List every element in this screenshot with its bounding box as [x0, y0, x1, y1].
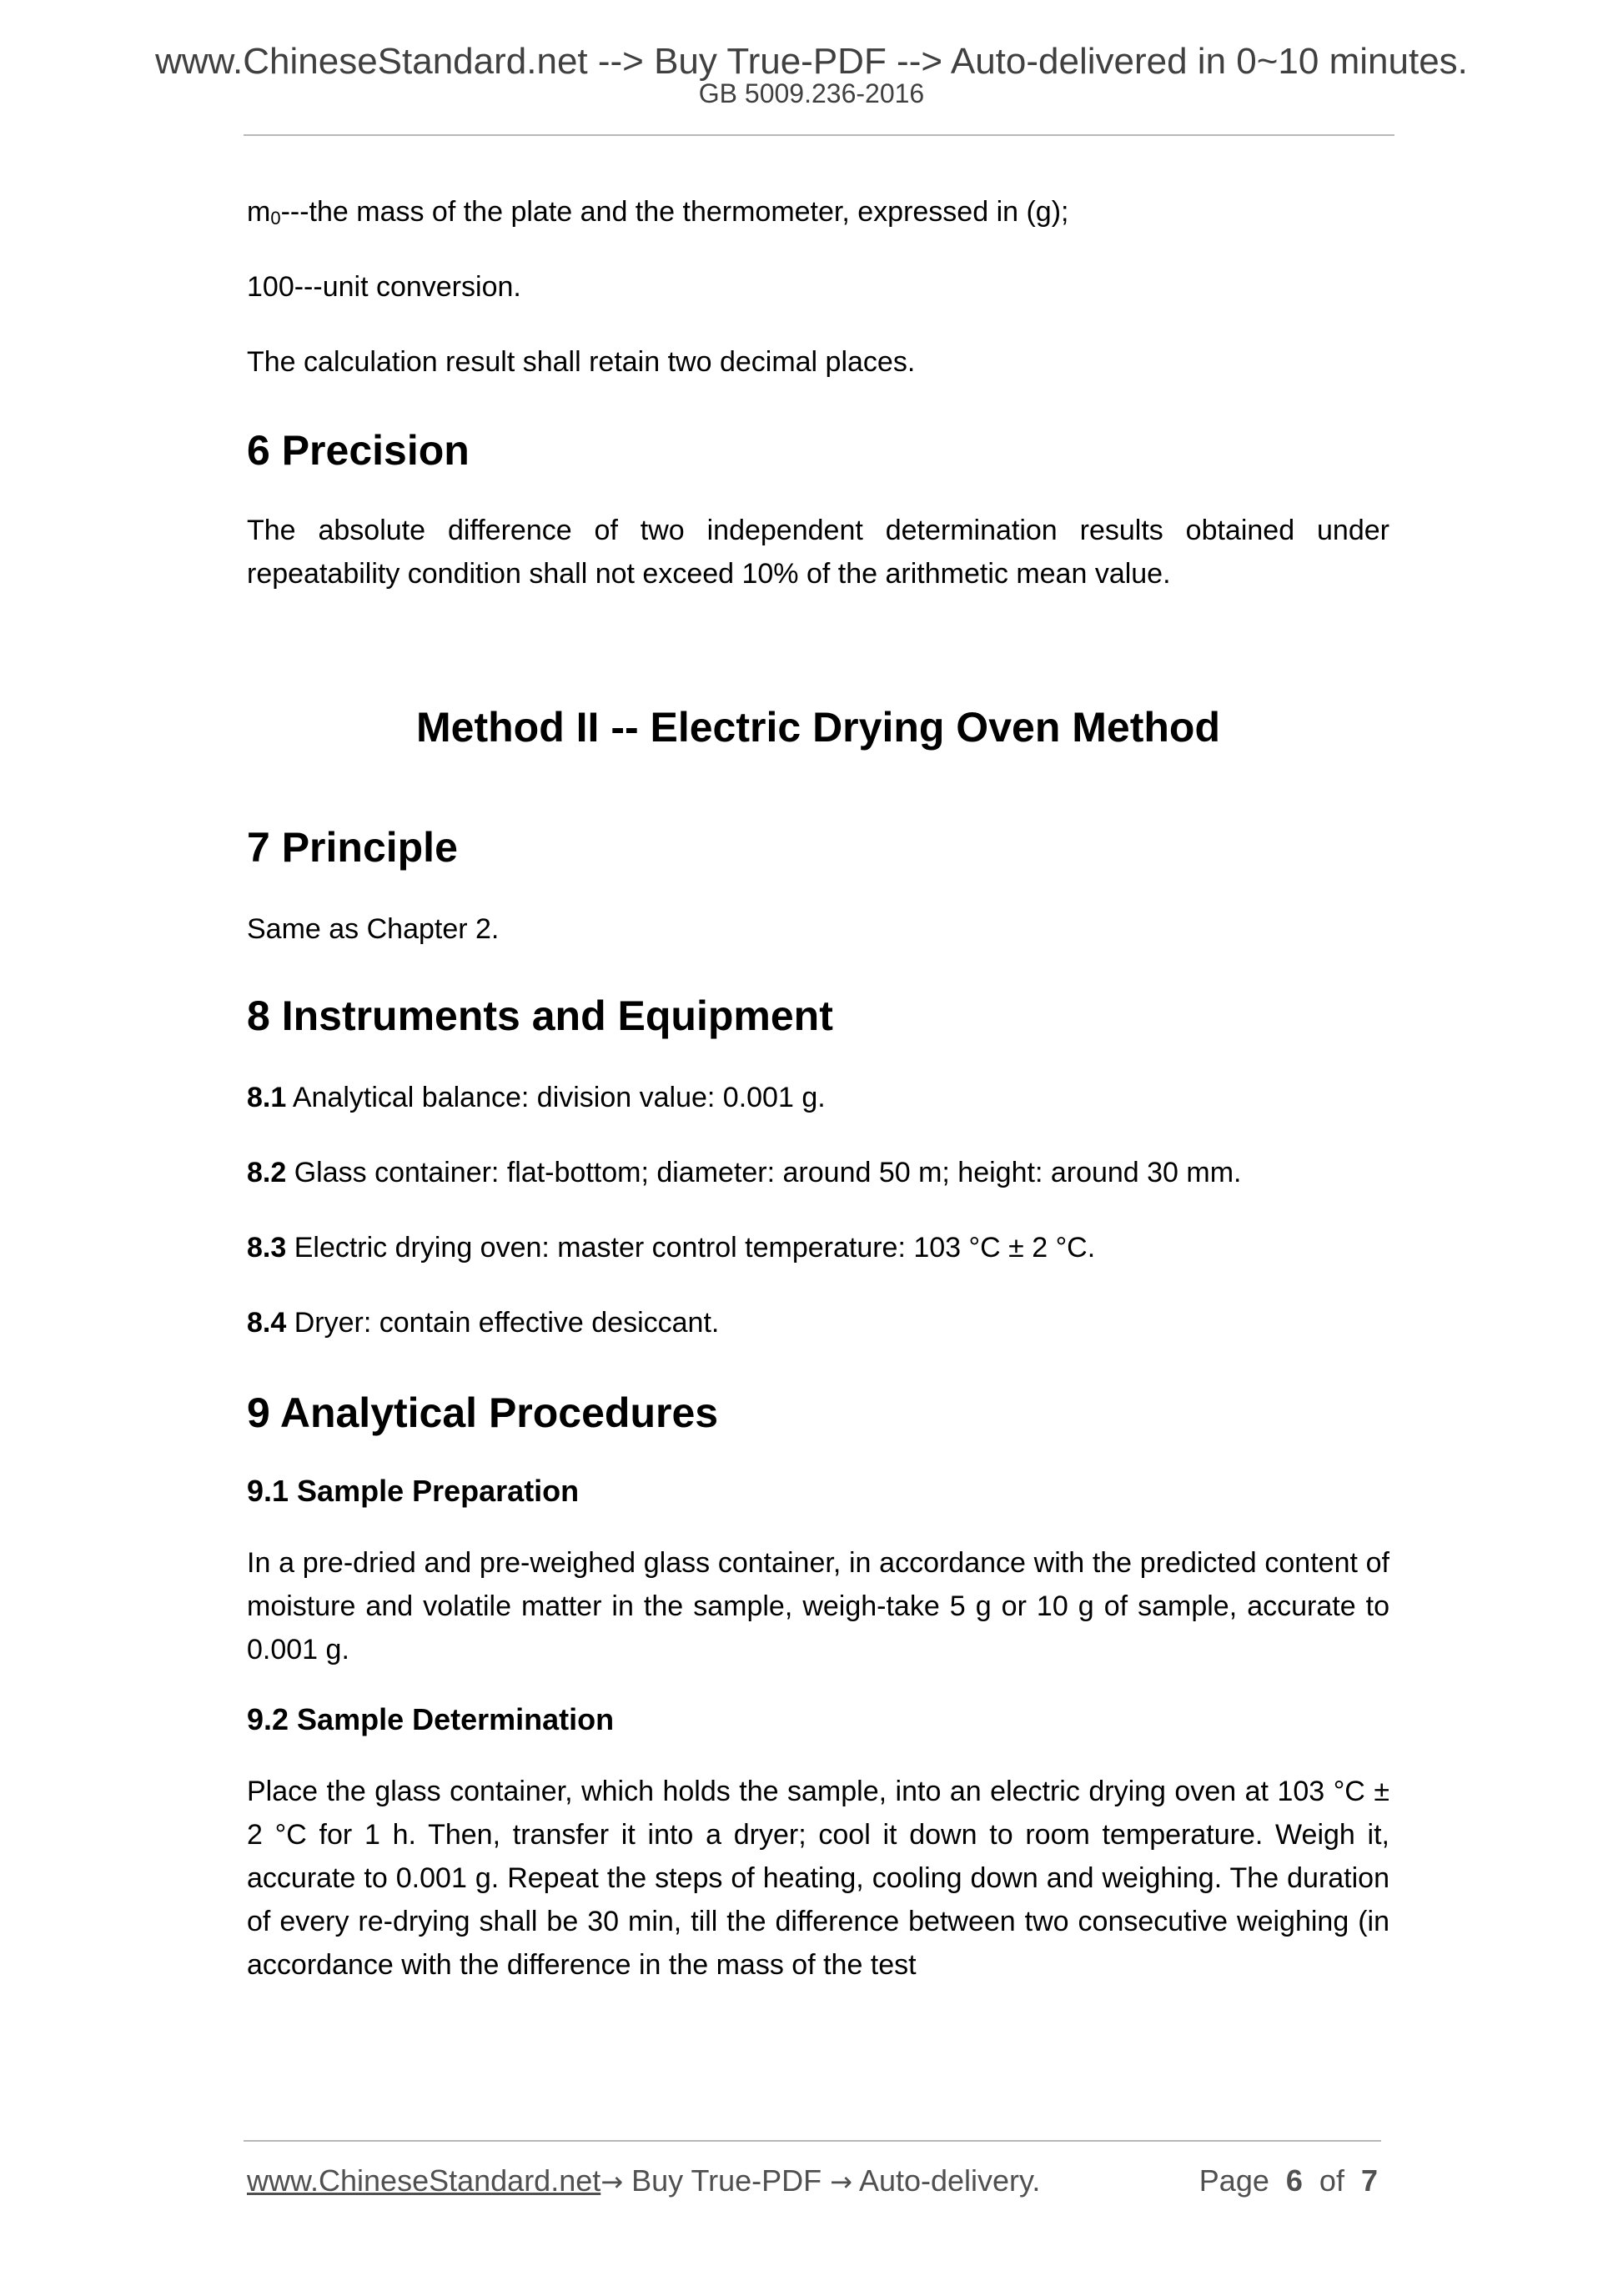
footer-site-link[interactable]: www.ChineseStandard.net — [247, 2163, 601, 2198]
method-title: Method II -- Electric Drying Oven Method — [416, 704, 1220, 751]
unit-conversion-definition: 100---unit conversion. — [247, 271, 521, 303]
section-6-heading: 6 Precision — [247, 427, 470, 474]
header-divider — [244, 134, 1394, 136]
clause-8-3 — [247, 1226, 1389, 1269]
section-9-2-text: Place the glass container, which holds the sample, into an electric drying oven at 103 °C ± 2 °C for 1 h. Then, transfer it into a dryer; cool it down to room temperature. Weigh it, accurate to 0.001 g. Repeat the steps of heating, cooling down and weighing. The duration of every re-drying shall be 30 min, till the difference between two consecutive weighing (in accordance with the difference in the mass of the test — [247, 1776, 1389, 1981]
top-banner: www.ChineseStandard.net --> Buy True-PDF --> Auto-delivered in 0~10 minutes. — [155, 41, 1468, 82]
clause-number: 8.3 — [247, 1232, 287, 1264]
page-current: 6 — [1285, 2163, 1303, 2198]
m0-definition — [247, 190, 1389, 234]
footer-divider — [244, 2140, 1381, 2142]
section-8-heading: 8 Instruments and Equipment — [247, 992, 833, 1039]
clause-text: Dryer: contain effective desiccant. — [286, 1307, 720, 1339]
page-of-label: of — [1319, 2163, 1344, 2198]
clause-8-4 — [247, 1301, 1389, 1344]
calculation-note: The calculation result shall retain two decimal places. — [247, 346, 916, 378]
clause-number: 8.2 — [247, 1157, 287, 1188]
m0-text: ---the mass of the plate and the thermometer, expressed in (g); — [280, 196, 1069, 228]
clause-number: 8.4 — [247, 1307, 287, 1339]
clause-number: 8.1 — [247, 1082, 287, 1113]
clause-8-1 — [247, 1076, 1389, 1119]
section-6-text: The absolute difference of two independent determination results obtained under repeatability condition shall not exceed 10% of the arithmetic mean value. — [247, 515, 1389, 590]
page-label: Page — [1198, 2163, 1269, 2198]
clause-8-2 — [247, 1151, 1389, 1194]
footer-arrow-icon: → — [830, 2166, 852, 2198]
footer-arrow-icon: → — [600, 2166, 624, 2198]
page-number — [1199, 2161, 1378, 2201]
standard-code: GB 5009.236-2016 — [698, 78, 925, 108]
m0-subscript: 0 — [270, 208, 281, 229]
footer-buy-text: Buy True-PDF — [623, 2163, 831, 2198]
m0-symbol: m — [247, 196, 271, 228]
section-9-2-heading: 9.2 Sample Determination — [247, 1702, 615, 1736]
document-body — [247, 190, 1389, 1987]
section-7-text: Same as Chapter 2. — [247, 913, 500, 945]
clause-text: Analytical balance: division value: 0.001 g. — [286, 1082, 826, 1113]
page-total: 7 — [1360, 2163, 1378, 2198]
footer-delivery-text: Auto-delivery. — [852, 2163, 1041, 2198]
clause-text: Glass container: flat-bottom; diameter: around 50 m; height: around 30 mm. — [286, 1157, 1242, 1188]
section-7-heading: 7 Principle — [247, 824, 458, 871]
section-9-1-text: In a pre-dried and pre-weighed glass container, in accordance with the predicted content of moisture and volatile matter in the sample, weigh-take 5 g or 10 g of sample, accurate to 0.001 g. — [247, 1547, 1389, 1665]
page-footer — [247, 2161, 1378, 2202]
clause-text: Electric drying oven: master control temperature: 103 °C ± 2 °C. — [286, 1232, 1096, 1264]
section-9-heading: 9 Analytical Procedures — [247, 1389, 719, 1436]
section-9-1-heading: 9.1 Sample Preparation — [247, 1474, 580, 1508]
